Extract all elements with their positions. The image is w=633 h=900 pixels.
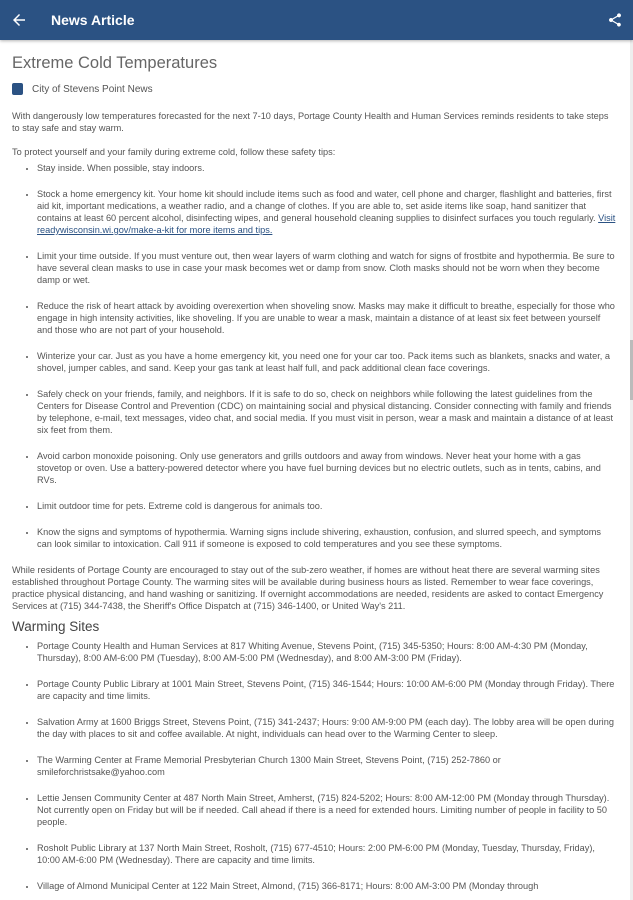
source-icon <box>12 83 23 95</box>
article-content <box>0 52 629 892</box>
page-title: News Article <box>51 12 135 28</box>
tip-text: Limit outdoor time for pets. Extreme cold is dangerous for animals too. <box>37 501 323 511</box>
tip-text: Stock a home emergency kit. Your home kit should include items such as food and water, cell phone and charger, flashlight and batteries, first aid kit, important medications, a weather radio, and a change of clothes. If you are able to, set aside items like soap, hand sanitizer that contains at least 60 percent alcohol, disinfecting wipes, and general household cleaning supplies to disinfect surfaces you touch regularly. <box>37 189 612 223</box>
list-item <box>37 250 617 286</box>
tip-text: Avoid carbon monoxide poisoning. Only use generators and grills outdoors and away from windows. Never heat your home with a gas stovetop or oven. Use a battery-powered detector where you have fuel burning devices but no electric outlets, such as in tents, cabins, and RVs. <box>37 451 601 485</box>
list-item: • Rosholt Public Library at 137 North Main Street, Rosholt, (715) 677-4510; Hours: 2:00 PM-6:00 PM (Monday, Tuesday, Thursday, Friday), 10:00 AM-6:00 PM (Wednesday). There are capacity and time limits. <box>37 842 617 866</box>
list-item: • Portage County Health and Human Services at 817 Whiting Avenue, Stevens Point, (715) 345-5350; Hours: 8:00 AM-4:30 PM (Monday, Thursday), 8:00 AM-6:00 PM (Tuesday), 8:00 AM-5:00 PM (Wednesday), and 8:00 AM-3:00 PM (Friday). <box>37 640 617 664</box>
list-item <box>37 450 617 486</box>
share-icon[interactable] <box>607 12 623 28</box>
tip-text: Reduce the risk of heart attack by avoiding overexertion when shoveling snow. Masks may make it difficult to breathe, especially for those who engage in high intensity activities, like shoveling. If you are unable to wear a mask, maintain a distance of at least six feet between yourself and those who are not part of your household. <box>37 301 615 335</box>
article-title: Extreme Cold Temperatures <box>12 54 218 72</box>
tips-list <box>12 162 617 550</box>
closing-paragraph: While residents of Portage County are encouraged to stay out of the sub-zero weather, if homes are without heat there are several warming sites established throughout Portage County. The warming sites will be available during business hours as listed. Remember to wear face coverings, practice physical distancing, and hand washing or sanitizing. If overnight accommodations are needed, residents are asked to contact Emergency Services at (715) 344-7438, the Sheriff's Office Dispatch at (715) 346-1400, or United Way's 211. <box>12 565 604 611</box>
list-item <box>37 388 617 436</box>
list-item <box>37 300 617 336</box>
tips-lead: To protect yourself and your family during extreme cold, follow these safety tips: <box>12 147 336 157</box>
tip-text: Safely check on your friends, family, and neighbors. If it is safe to do so, check on neighbors while following the latest guidelines from the Centers for Disease Control and Prevention (CDC) on maintaining social and physical distancing. Consider connecting with family and friends by telephone, e-mail, text messages, video chat, and social media. If you must visit in person, wear a mask and maintain a distance of at least six feet from them. <box>37 389 614 435</box>
app-bar <box>0 0 633 40</box>
source-name: City of Stevens Point News <box>32 83 153 95</box>
article-source <box>12 83 617 95</box>
warming-sites-heading: Warming Sites <box>12 619 100 634</box>
ready-wisconsin-link[interactable]: Visit readywisconsin.wi.gov/make-a-kit for more items and tips. <box>37 213 616 235</box>
list-item: • Salvation Army at 1600 Briggs Street, Stevens Point, (715) 341-2437; Hours: 9:00 AM-9:00 PM (each day). The lobby area will be open during the day with places to sit and coffee available. At night, individuals can head over to the Warming Center to sleep. <box>37 716 617 740</box>
tip-text: Winterize your car. Just as you have a home emergency kit, you need one for your car too. Pack items such as blankets, snacks and water, a shovel, jumper cables, and sand. Keep your gas tank at least half full, and pack additional clean face coverings. <box>37 351 610 373</box>
tip-text: Know the signs and symptoms of hypothermia. Warning signs include shivering, exhaustion, confusion, and slurred speech, and symptoms can look similar to intoxication. Call 911 if someone is exposed to cold temperatures and you see these symptoms. <box>37 527 601 549</box>
list-item: • Village of Almond Municipal Center at 122 Main Street, Almond, (715) 366-8171; Hours: 8:00 AM-3:00 PM (Monday through <box>37 880 617 892</box>
list-item <box>37 526 617 550</box>
sites-list <box>12 640 617 892</box>
list-item <box>37 350 617 374</box>
list-item: • Lettie Jensen Community Center at 487 North Main Street, Amherst, (715) 824-5202; Hours: 8:00 AM-12:00 PM (Monday through Thursday). Not currently open on Friday but will be if needed. Call ahead if there is a need for extended hours. Limiting number of people in facility to 50 people. <box>37 792 617 828</box>
list-item: • The Warming Center at Frame Memorial Presbyterian Church 1300 Main Street, Stevens Point, (715) 252-7860 or smileforchristsake@yahoo.com <box>37 754 617 778</box>
list-item <box>37 500 617 512</box>
list-item <box>37 162 617 174</box>
list-item <box>37 188 617 236</box>
arrow-left-icon[interactable] <box>10 11 28 29</box>
tip-text: Stay inside. When possible, stay indoors. <box>37 163 205 173</box>
list-item: • Portage County Public Library at 1001 Main Street, Stevens Point, (715) 346-1544; Hours: 10:00 AM-6:00 PM (Monday through Friday). There are capacity and time limits. <box>37 678 617 702</box>
intro-paragraph: With dangerously low temperatures forecasted for the next 7-10 days, Portage County Health and Human Services reminds residents to take steps to stay safe and stay warm. <box>12 111 609 133</box>
tip-text: Limit your time outside. If you must venture out, then wear layers of warm clothing and watch for signs of frostbite and hypothermia. Be sure to have several clean masks to use in case your mask becomes wet or damp from snow. Cloth masks should not be worn when they become damp or wet. <box>37 251 615 285</box>
